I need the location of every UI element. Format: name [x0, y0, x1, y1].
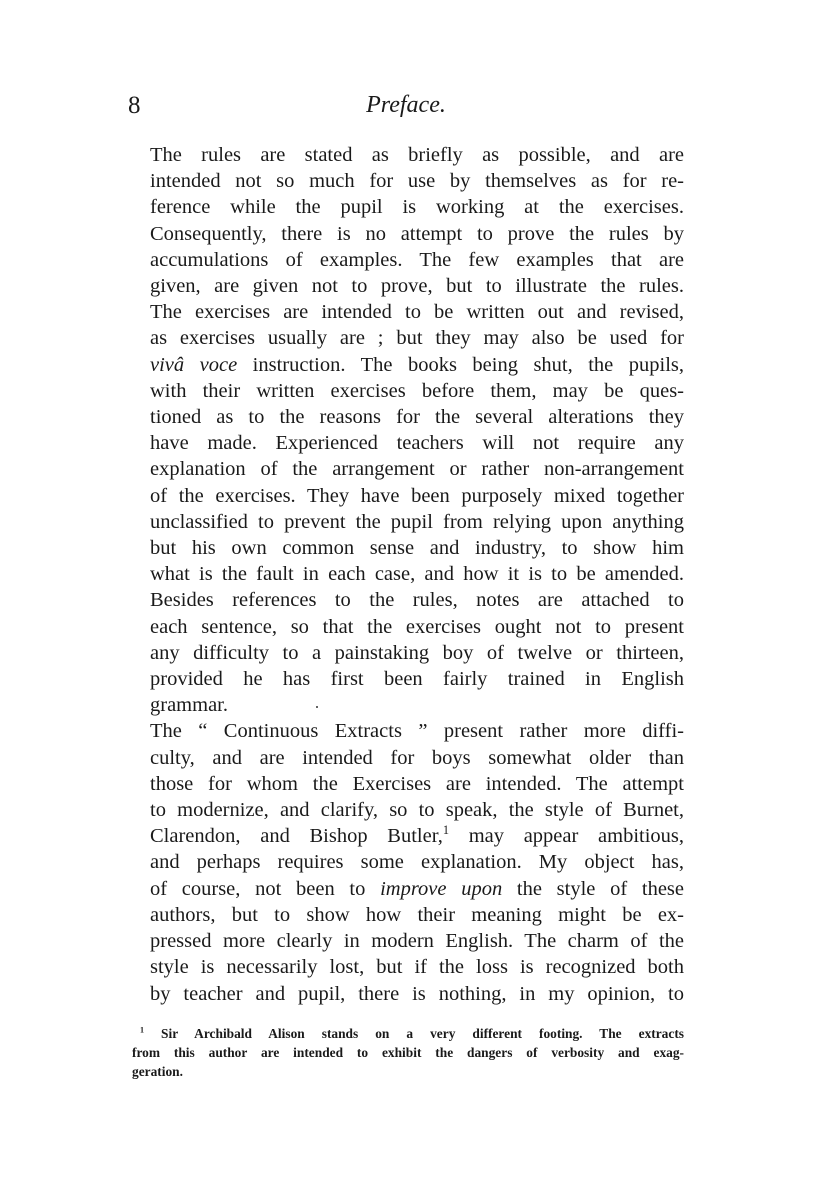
text-line — [128, 823, 684, 849]
footnote — [132, 1024, 684, 1081]
paragraph-rules — [128, 142, 684, 718]
print-speck — [316, 706, 318, 708]
text-run: instruction. The books being shut, the pupils, — [237, 353, 684, 376]
text-line: any difficulty to a painstaking boy of twelve or thirteen, — [150, 641, 684, 664]
text-line: culty, and are intended for boys somewhat older than — [150, 746, 684, 769]
text-line: explanation of the arrangement or rather non-arrangement — [150, 458, 684, 481]
text-line: those for whom the Exercises are intended. The attempt — [150, 772, 684, 795]
text-line: intended not so much for use by themselves as for re- — [150, 170, 684, 193]
text-line: grammar. — [150, 694, 228, 717]
text-line: given, are given not to prove, but to illustrate the rules. — [150, 275, 684, 298]
footnote-reference: 1 — [442, 823, 450, 838]
text-line: The rules are stated as briefly as possible, and are — [150, 144, 684, 166]
text-line: Consequently, there is no attempt to prove the rules by — [150, 222, 684, 245]
text-line: tioned as to the reasons for the several alterations they — [150, 406, 684, 429]
page-number: 8 — [128, 92, 141, 119]
text-line: The exercises are intended to be written out and revised, — [150, 301, 684, 324]
italic-phrase: improve upon — [380, 877, 503, 900]
footnote-line: from this author are intended to exhibit the dangers of verbosity and exag- — [132, 1045, 684, 1060]
text-line: The “ Continuous Extracts ” present rather more diffi- — [150, 720, 684, 743]
text-line: each sentence, so that the exercises ought not to present — [150, 615, 684, 638]
paragraph-continuous-extracts — [128, 718, 684, 1006]
text-line: as exercises usually are ; but they may also be used for — [150, 327, 684, 350]
text-line: by teacher and pupil, there is nothing, in my opinion, to — [150, 982, 684, 1005]
text-run: the style of these — [502, 877, 684, 900]
text-line — [128, 352, 684, 378]
text-line: to modernize, and clarify, so to speak, the style of Burnet, — [150, 799, 684, 822]
page-header — [128, 92, 684, 126]
text-line: style is necessarily lost, but if the loss is recognized both — [150, 956, 684, 979]
text-line: and perhaps requires some explanation. My object has, — [150, 851, 684, 874]
text-run: Clarendon, and Bishop Butler, — [150, 825, 443, 848]
text-line: with their written exercises before them, may be ques- — [150, 379, 684, 402]
text-line: of the exercises. They have been purposely mixed together — [150, 484, 684, 507]
footnotes — [132, 1024, 684, 1081]
text-line: what is the fault in each case, and how it is to be amended. — [150, 563, 684, 586]
footnote-line: geration. — [132, 1064, 183, 1079]
running-title: Preface. — [366, 92, 446, 118]
text-line: ference while the pupil is working at the exercises. — [150, 196, 684, 219]
text-line: pressed more clearly in modern English. The charm of the — [150, 930, 684, 953]
text-run: of course, not been to — [150, 877, 381, 900]
text-line: but his own common sense and industry, to show him — [150, 537, 684, 560]
text-line: have made. Experienced teachers will not require any — [150, 432, 684, 455]
text-line: accumulations of examples. The few examples that are — [150, 248, 684, 271]
text-run: may appear ambitious, — [449, 825, 685, 848]
text-line: provided he has first been fairly trained in English — [150, 668, 684, 691]
italic-phrase: vivâ voce — [150, 353, 238, 376]
text-run: Sir Archibald Alison stands on a very different footing. The extracts — [144, 1026, 684, 1041]
text-line: unclassified to prevent the pupil from relying upon anything — [150, 510, 684, 533]
text-line — [128, 876, 684, 902]
text-line: Besides references to the rules, notes are attached to — [150, 589, 684, 612]
footnote-line — [132, 1024, 684, 1043]
text-line: authors, but to show how their meaning might be ex- — [150, 903, 684, 926]
footnote-marker: 1 — [140, 1025, 145, 1035]
body-text — [128, 142, 684, 1007]
